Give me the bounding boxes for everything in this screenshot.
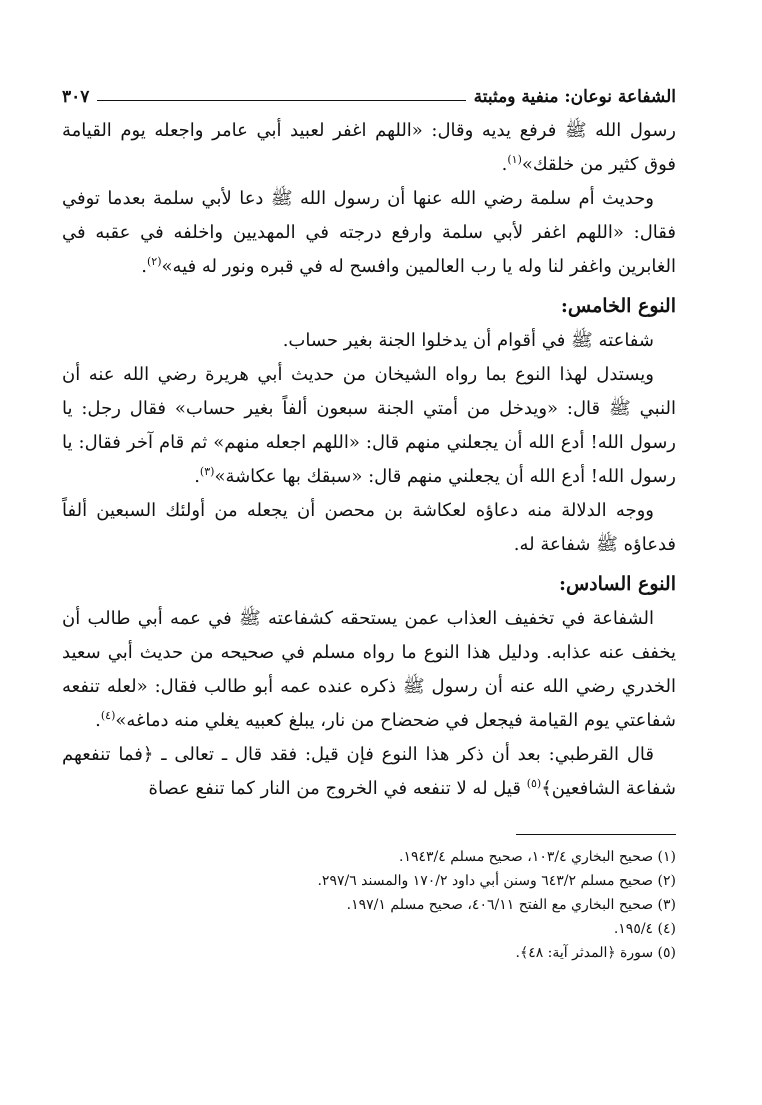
footnote-4: (٤) ١٩٥/٤.: [613, 921, 676, 937]
footnote-ref-3[interactable]: (٣): [199, 465, 215, 478]
paragraph-4: ويستدل لهذا النوع بما رواه الشيخان من حديث أبي هريرة رضي الله عنه أن النبي ﷺ قال: «ويدخل من أمتي الجنة سبعون ألفاً بغير حساب» فقال رجل: يا رسول الله! أدع الله أن يجعلني منهم قال: «اللهم اجعله منهم» ثم قام آخر فقال: يا رسول الله! أدع الله أن يجعلني منهم قال: «سبقك بها عكاشة»$^{(٣)}$.: [62, 364, 676, 487]
paragraph-1: رسول الله ﷺ فرفع يديه وقال: «اللهم اغفر لعبيد أبي عامر واجعله يوم القيامة فوق كثير من خلقك»$^{(١)}$.: [62, 120, 676, 175]
book-page: [62, 80, 676, 965]
running-title: الشفاعة نوعان: منفية ومثبتة: [473, 87, 676, 107]
paragraph-3: شفاعته ﷺ في أقوام أن يدخلوا الجنة بغير حساب.: [282, 330, 654, 351]
footnote-5: (٥) سورة ﴿المدثر آية: ٤٨﴾.: [515, 945, 676, 961]
paragraph-2-text: وحديث أم سلمة رضي الله عنها أن رسول الله ﷺ دعا لأبي سلمة بعدما توفي فقال: «اللهم اغفر لأبي سلمة وارفع درجته في المهديين واخلفه في عقبه في الغابرين واغفر لنا وله يا رب العالمين وافسح له في قبره ونور له فيه»: [62, 188, 676, 277]
paragraph-7: [62, 738, 676, 806]
page-number: ٣٠٧: [62, 87, 90, 107]
footnote-1: (١) صحيح البخاري ١٠٣/٤، صحيح مسلم ١٩٤٣/٤.: [399, 849, 676, 865]
footnote-ref-5[interactable]: (٥): [526, 777, 542, 790]
section-title-5: النوع الخامس:: [560, 295, 676, 317]
footnote-3: (٣) صحيح البخاري مع الفتح ٤٠٦/١١، صحيح مسلم ١٩٧/١.: [346, 897, 676, 913]
running-header: [62, 80, 676, 114]
paragraph-4-text: ويستدل لهذا النوع بما رواه الشيخان من حديث أبي هريرة رضي الله عنه أن النبي ﷺ قال: «ويدخل من أمتي الجنة سبعون ألفاً بغير حساب» فقال رجل: يا رسول الله! أدع الله أن يجعلني منهم قال: «اللهم اجعله منهم» ثم قام آخر فقال: يا رسول الله! أدع الله أن يجعلني منهم قال: «سبقك بها عكاشة»: [62, 364, 676, 487]
footnotes-list: [62, 845, 676, 965]
footnote-ref-4[interactable]: (٤): [100, 709, 116, 722]
paragraph-6: الشفاعة في تخفيف العذاب عمن يستحقه كشفاعته ﷺ في عمه أبي طالب أن يخفف عنه عذابه. ودليل هذا النوع ما رواه مسلم في صحيحه من حديث أبي سعيد الخدري رضي الله عنه أن رسول ﷺ ذكره عنده عمه أبو طالب فقال: «لعله تنفعه شفاعتي يوم القيامة فيجعل في ضحضاح من نار، يبلغ كعبيه يغلي منه دماغه»$^{(٤)}$.: [62, 608, 676, 731]
paragraph-7-text-b: قيل له لا تنفعه في الخروج من النار كما تنفع عصاة: [148, 778, 521, 799]
footnote-ref-2[interactable]: (٢): [146, 255, 162, 268]
paragraph-5: ووجه الدلالة منه دعاؤه لعكاشة بن محصن أن يجعله من أولئك السبعين ألفاً فدعاؤه ﷺ شفاعة له.: [62, 500, 676, 555]
footnote-2: (٢) صحيح مسلم ٦٤٣/٢ وسنن أبي داود ١٧٠/٢ والمسند ٢٩٧/٦.: [317, 873, 676, 889]
header-rule: [97, 100, 465, 101]
footnote-ref-1[interactable]: (١): [507, 153, 522, 166]
paragraph-2: وحديث أم سلمة رضي الله عنها أن رسول الله ﷺ دعا لأبي سلمة بعدما توفي فقال: «اللهم اغفر لأبي سلمة وارفع درجته في المهديين واخلفه في عقبه في الغابرين واغفر لنا وله يا رب العالمين وافسح له في قبره ونور له فيه»$^{(٢)}$.: [62, 188, 676, 277]
paragraph-1-text: رسول الله ﷺ فرفع يديه وقال: «اللهم اغفر لعبيد أبي عامر واجعله يوم القيامة فوق كثير من خلقك»: [62, 120, 676, 175]
section-title-6: النوع السادس:: [558, 573, 676, 595]
paragraph-6-text: الشفاعة في تخفيف العذاب عمن يستحقه كشفاعته ﷺ في عمه أبي طالب أن يخفف عنه عذابه. ودليل هذا النوع ما رواه مسلم في صحيحه من حديث أبي سعيد الخدري رضي الله عنه أن رسول ﷺ ذكره عنده عمه أبو طالب فقال: «لعله تنفعه شفاعتي يوم القيامة فيجعل في ضحضاح من نار، يبلغ كعبيه يغلي منه دماغه»: [62, 608, 676, 731]
paragraph-7-text-a: قال القرطبي: بعد أن ذكر هذا النوع فإن قيل: فقد قال ـ تعالى ـ ﴿فما تنفعهم شفاعة الشافعين﴾: [62, 744, 676, 799]
footnote-separator: [516, 834, 676, 835]
